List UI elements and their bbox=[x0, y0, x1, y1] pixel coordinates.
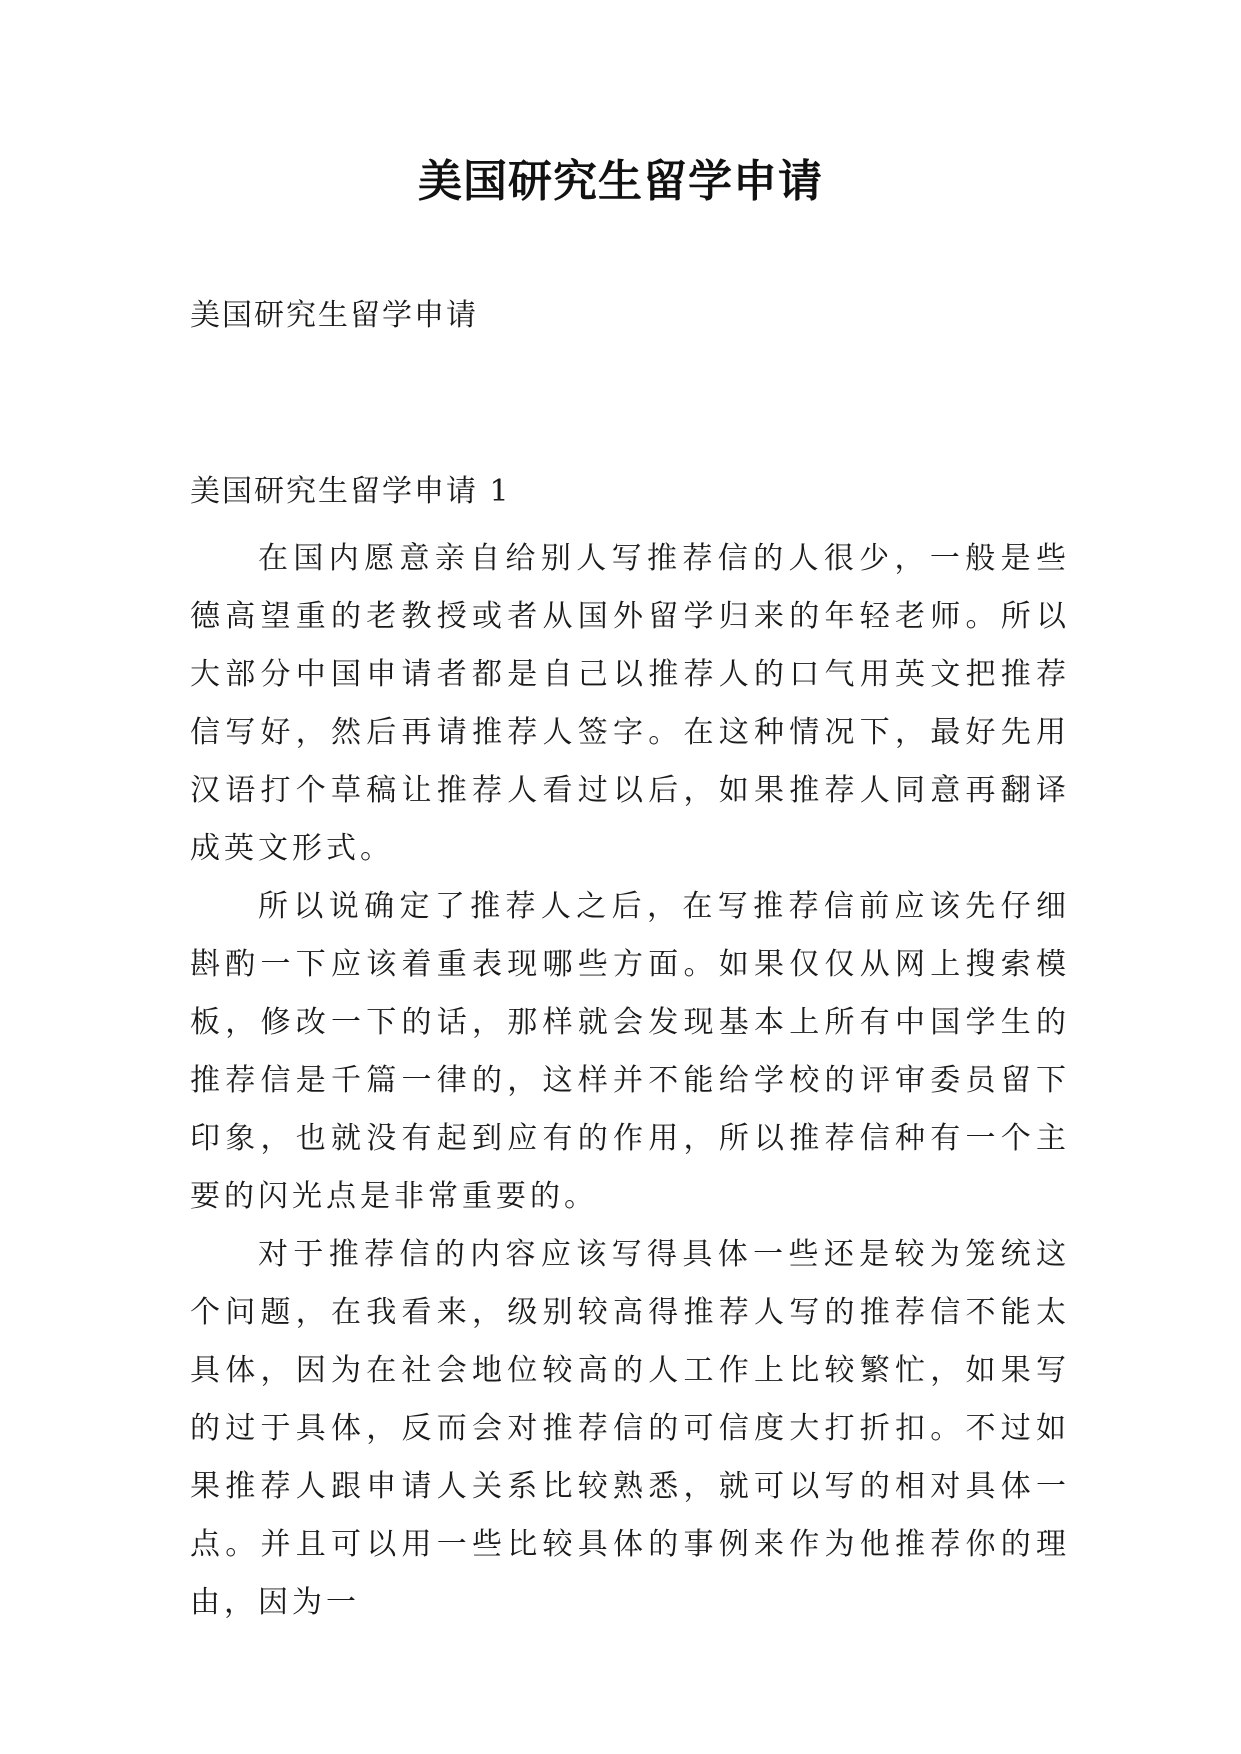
body-text bbox=[190, 530, 1070, 1632]
paragraph-3: 对于推荐信的内容应该写得具体一些还是较为笼统这个问题，在我看来，级别较高得推荐人写的推荐信不能太具体，因为在社会地位较高的人工作上比较繁忙，如果写的过于具体，反而会对推荐信的可信度大打折扣。不过如果推荐人跟申请人关系比较熟悉，就可以写的相对具体一点。并且可以用一些比较具体的事例来作为他推荐你的理由，因为一 bbox=[190, 1237, 1070, 1620]
section-heading: 美国研究生留学申请 1 bbox=[190, 474, 511, 509]
paragraph-2: 所以说确定了推荐人之后，在写推荐信前应该先仔细斟酌一下应该着重表现哪些方面。如果仅仅从网上搜索模板，修改一下的话，那样就会发现基本上所有中国学生的推荐信是千篇一律的，这样并不能给学校的评审委员留下印象，也就没有起到应有的作用，所以推荐信种有一个主要的闪光点是非常重要的。 bbox=[190, 889, 1070, 1214]
document-subtitle: 美国研究生留学申请 bbox=[190, 298, 478, 333]
document-title: 美国研究生留学申请 bbox=[418, 156, 823, 207]
paragraph-1: 在国内愿意亲自给别人写推荐信的人很少，一般是些德高望重的老教授或者从国外留学归来的年轻老师。所以大部分中国申请者都是自己以推荐人的口气用英文把推荐信写好，然后再请推荐人签字。在这种情况下，最好先用汉语打个草稿让推荐人看过以后，如果推荐人同意再翻译成英文形式。 bbox=[190, 541, 1070, 866]
